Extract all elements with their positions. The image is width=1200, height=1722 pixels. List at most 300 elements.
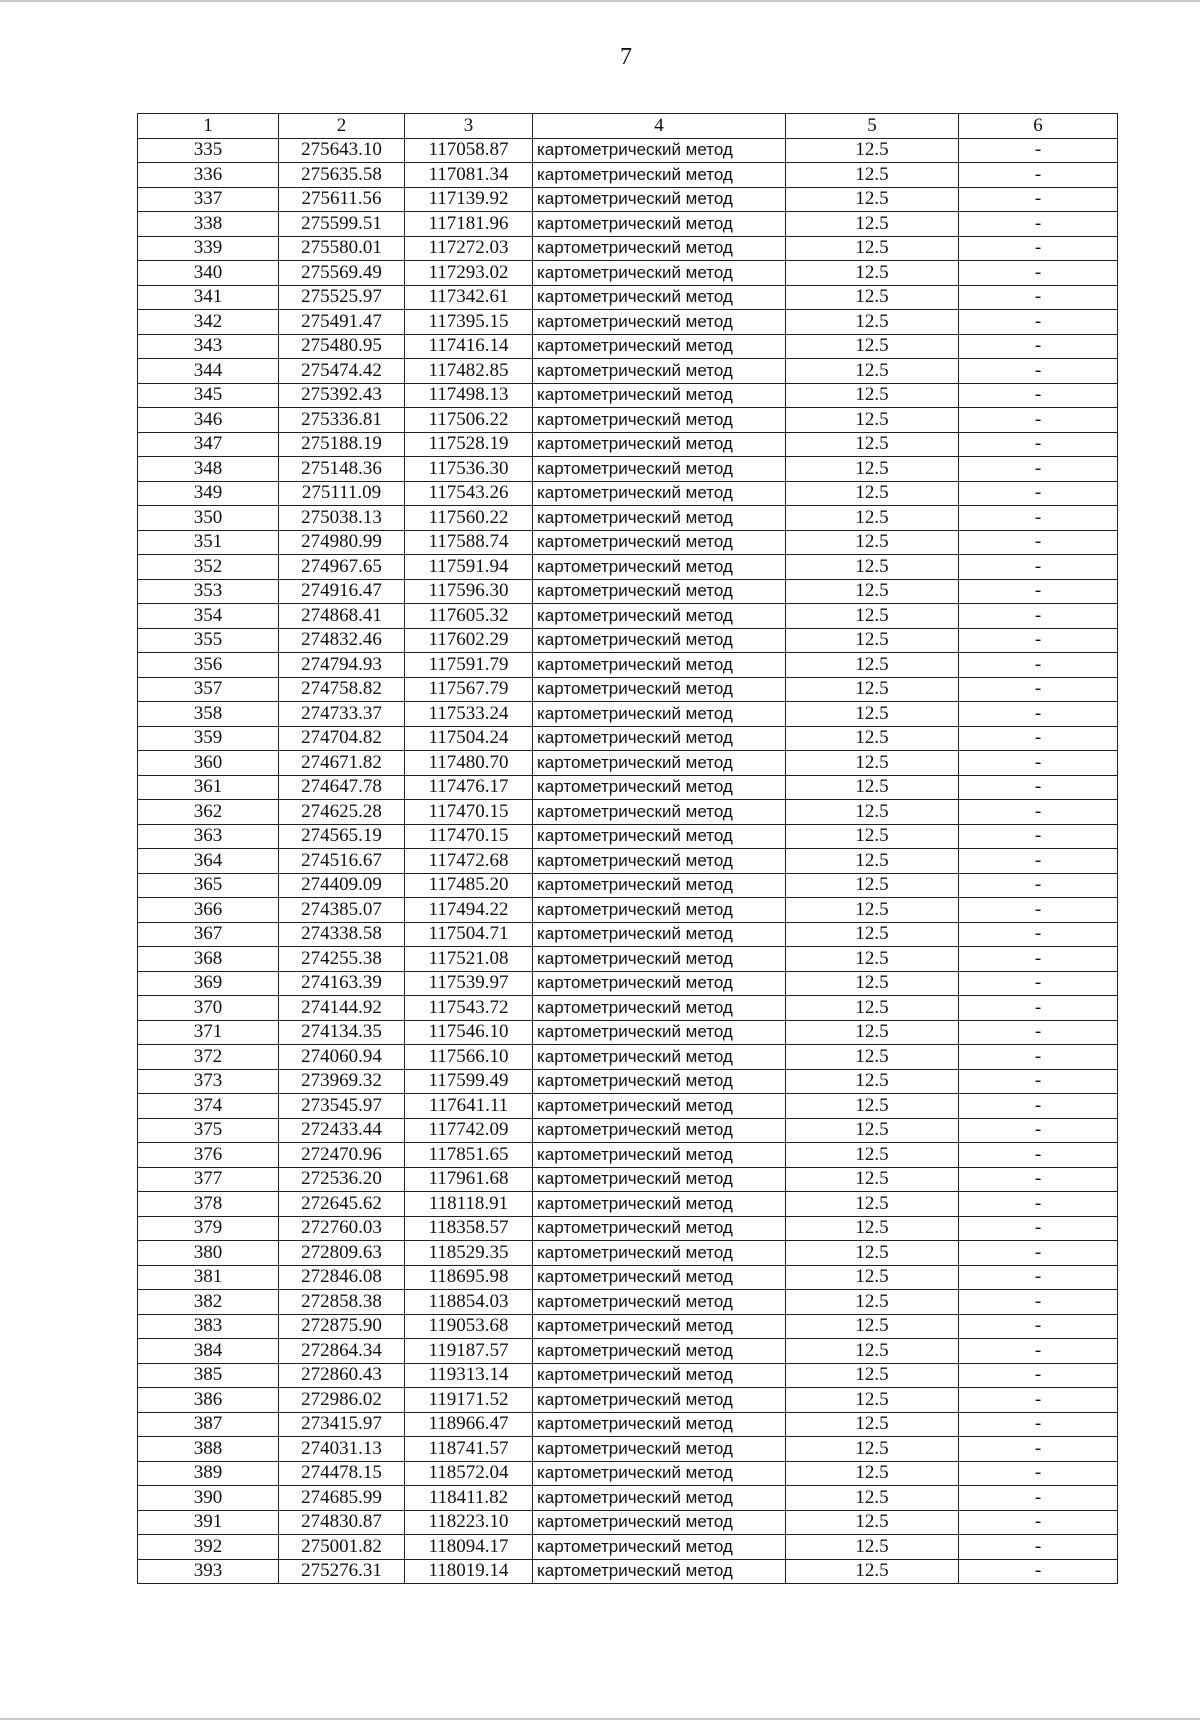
x-coordinate-cell: 275599.51 [279,212,405,237]
description-cell: - [959,873,1118,898]
x-coordinate-cell: 272986.02 [279,1388,405,1413]
x-coordinate-cell: 274134.35 [279,1020,405,1045]
point-number-cell: 385 [138,1363,279,1388]
point-number-cell: 344 [138,359,279,384]
table-row [138,530,1118,555]
method-cell: картометрический метод [533,530,786,555]
y-coordinate-cell: 117395.15 [405,310,533,335]
point-number-cell: 341 [138,285,279,310]
method-cell: картометрический метод [533,1290,786,1315]
y-coordinate-cell: 117472.68 [405,849,533,874]
table-row [138,432,1118,457]
description-cell: - [959,1461,1118,1486]
x-coordinate-cell: 274647.78 [279,775,405,800]
description-cell: - [959,481,1118,506]
accuracy-cell: 12.5 [786,1192,959,1217]
page-number: 7 [620,44,632,70]
accuracy-cell: 12.5 [786,1388,959,1413]
method-cell: картометрический метод [533,1118,786,1143]
point-number-cell: 388 [138,1437,279,1462]
x-coordinate-cell: 274516.67 [279,849,405,874]
y-coordinate-cell: 117560.22 [405,506,533,531]
accuracy-cell: 12.5 [786,898,959,923]
description-cell: - [959,187,1118,212]
x-coordinate-cell: 274338.58 [279,922,405,947]
x-coordinate-cell: 274385.07 [279,898,405,923]
x-coordinate-cell: 275635.58 [279,163,405,188]
description-cell: - [959,1094,1118,1119]
method-cell: картометрический метод [533,1069,786,1094]
point-number-cell: 347 [138,432,279,457]
x-coordinate-cell: 272860.43 [279,1363,405,1388]
description-cell: - [959,1412,1118,1437]
method-cell: картометрический метод [533,996,786,1021]
x-coordinate-cell: 272433.44 [279,1118,405,1143]
y-coordinate-cell: 118854.03 [405,1290,533,1315]
method-cell: картометрический метод [533,922,786,947]
table-row [138,1143,1118,1168]
y-coordinate-cell: 117546.10 [405,1020,533,1045]
x-coordinate-cell: 272864.34 [279,1339,405,1364]
y-coordinate-cell: 117482.85 [405,359,533,384]
y-coordinate-cell: 117539.97 [405,971,533,996]
accuracy-cell: 12.5 [786,628,959,653]
description-cell: - [959,530,1118,555]
accuracy-cell: 12.5 [786,1363,959,1388]
y-coordinate-cell: 118411.82 [405,1486,533,1511]
y-coordinate-cell: 117591.94 [405,555,533,580]
method-cell: картометрический метод [533,604,786,629]
table-row [138,1118,1118,1143]
method-cell: картометрический метод [533,1363,786,1388]
y-coordinate-cell: 117605.32 [405,604,533,629]
table-row [138,138,1118,163]
point-number-cell: 352 [138,555,279,580]
y-coordinate-cell: 117742.09 [405,1118,533,1143]
y-coordinate-cell: 119187.57 [405,1339,533,1364]
x-coordinate-cell: 275480.95 [279,334,405,359]
description-cell: - [959,1388,1118,1413]
point-number-cell: 358 [138,702,279,727]
description-cell: - [959,996,1118,1021]
description-cell: - [959,310,1118,335]
point-number-cell: 380 [138,1241,279,1266]
x-coordinate-cell: 272858.38 [279,1290,405,1315]
accuracy-cell: 12.5 [786,1559,959,1584]
x-coordinate-cell: 274868.41 [279,604,405,629]
description-cell: - [959,1339,1118,1364]
accuracy-cell: 12.5 [786,824,959,849]
y-coordinate-cell: 117528.19 [405,432,533,457]
y-coordinate-cell: 117599.49 [405,1069,533,1094]
y-coordinate-cell: 117293.02 [405,261,533,286]
table-row [138,579,1118,604]
point-number-cell: 375 [138,1118,279,1143]
accuracy-cell: 12.5 [786,873,959,898]
point-number-cell: 363 [138,824,279,849]
method-cell: картометрический метод [533,849,786,874]
accuracy-cell: 12.5 [786,1437,959,1462]
y-coordinate-cell: 118358.57 [405,1216,533,1241]
x-coordinate-cell: 274967.65 [279,555,405,580]
accuracy-cell: 12.5 [786,334,959,359]
y-coordinate-cell: 118966.47 [405,1412,533,1437]
y-coordinate-cell: 117543.26 [405,481,533,506]
point-number-cell: 353 [138,579,279,604]
x-coordinate-cell: 272846.08 [279,1265,405,1290]
table-row [138,1486,1118,1511]
description-cell: - [959,971,1118,996]
method-cell: картометрический метод [533,1559,786,1584]
description-cell: - [959,800,1118,825]
method-cell: картометрический метод [533,579,786,604]
point-number-cell: 367 [138,922,279,947]
description-cell: - [959,138,1118,163]
x-coordinate-cell: 275491.47 [279,310,405,335]
point-number-cell: 371 [138,1020,279,1045]
method-cell: картометрический метод [533,1535,786,1560]
x-coordinate-cell: 274685.99 [279,1486,405,1511]
x-coordinate-cell: 275569.49 [279,261,405,286]
header-col-4: 4 [533,114,786,139]
x-coordinate-cell: 275474.42 [279,359,405,384]
accuracy-cell: 12.5 [786,775,959,800]
point-number-cell: 339 [138,236,279,261]
y-coordinate-cell: 117342.61 [405,285,533,310]
method-cell: картометрический метод [533,775,786,800]
x-coordinate-cell: 275038.13 [279,506,405,531]
point-number-cell: 351 [138,530,279,555]
method-cell: картометрический метод [533,1461,786,1486]
y-coordinate-cell: 117567.79 [405,677,533,702]
description-cell: - [959,1535,1118,1560]
y-coordinate-cell: 119313.14 [405,1363,533,1388]
y-coordinate-cell: 117543.72 [405,996,533,1021]
table-row [138,898,1118,923]
accuracy-cell: 12.5 [786,285,959,310]
point-number-cell: 372 [138,1045,279,1070]
method-cell: картометрический метод [533,1020,786,1045]
accuracy-cell: 12.5 [786,261,959,286]
table-row [138,163,1118,188]
point-number-cell: 337 [138,187,279,212]
description-cell: - [959,1118,1118,1143]
accuracy-cell: 12.5 [786,187,959,212]
point-number-cell: 354 [138,604,279,629]
description-cell: - [959,922,1118,947]
method-cell: картометрический метод [533,555,786,580]
table-row [138,383,1118,408]
coordinates-table [137,113,1118,1584]
accuracy-cell: 12.5 [786,677,959,702]
table-row [138,334,1118,359]
table-row [138,1265,1118,1290]
table-row [138,1314,1118,1339]
x-coordinate-cell: 274163.39 [279,971,405,996]
x-coordinate-cell: 274916.47 [279,579,405,604]
description-cell: - [959,261,1118,286]
accuracy-cell: 12.5 [786,383,959,408]
y-coordinate-cell: 117588.74 [405,530,533,555]
y-coordinate-cell: 118741.57 [405,1437,533,1462]
point-number-cell: 390 [138,1486,279,1511]
accuracy-cell: 12.5 [786,1045,959,1070]
method-cell: картометрический метод [533,824,786,849]
accuracy-cell: 12.5 [786,310,959,335]
x-coordinate-cell: 275276.31 [279,1559,405,1584]
table-row [138,1094,1118,1119]
point-number-cell: 338 [138,212,279,237]
point-number-cell: 356 [138,653,279,678]
x-coordinate-cell: 274830.87 [279,1510,405,1535]
table-row [138,1339,1118,1364]
description-cell: - [959,1020,1118,1045]
table-row [138,1167,1118,1192]
description-cell: - [959,506,1118,531]
description-cell: - [959,898,1118,923]
y-coordinate-cell: 118019.14 [405,1559,533,1584]
method-cell: картометрический метод [533,506,786,531]
accuracy-cell: 12.5 [786,1412,959,1437]
table-row [138,726,1118,751]
accuracy-cell: 12.5 [786,1535,959,1560]
y-coordinate-cell: 117504.71 [405,922,533,947]
y-coordinate-cell: 117591.79 [405,653,533,678]
point-number-cell: 376 [138,1143,279,1168]
method-cell: картометрический метод [533,481,786,506]
x-coordinate-cell: 275111.09 [279,481,405,506]
table-row [138,1437,1118,1462]
accuracy-cell: 12.5 [786,1461,959,1486]
description-cell: - [959,359,1118,384]
accuracy-cell: 12.5 [786,947,959,972]
point-number-cell: 386 [138,1388,279,1413]
point-number-cell: 336 [138,163,279,188]
point-number-cell: 361 [138,775,279,800]
table-row [138,1535,1118,1560]
table-row [138,677,1118,702]
description-cell: - [959,555,1118,580]
y-coordinate-cell: 117533.24 [405,702,533,727]
x-coordinate-cell: 273545.97 [279,1094,405,1119]
accuracy-cell: 12.5 [786,604,959,629]
table-row [138,653,1118,678]
method-cell: картометрический метод [533,359,786,384]
header-col-3: 3 [405,114,533,139]
y-coordinate-cell: 117596.30 [405,579,533,604]
x-coordinate-cell: 275611.56 [279,187,405,212]
x-coordinate-cell: 274758.82 [279,677,405,702]
header-col-6: 6 [959,114,1118,139]
accuracy-cell: 12.5 [786,1265,959,1290]
method-cell: картометрический метод [533,163,786,188]
accuracy-cell: 12.5 [786,1069,959,1094]
x-coordinate-cell: 274409.09 [279,873,405,898]
accuracy-cell: 12.5 [786,457,959,482]
method-cell: картометрический метод [533,1094,786,1119]
method-cell: картометрический метод [533,873,786,898]
description-cell: - [959,1216,1118,1241]
x-coordinate-cell: 272536.20 [279,1167,405,1192]
table-row [138,1045,1118,1070]
table-row [138,1216,1118,1241]
x-coordinate-cell: 274144.92 [279,996,405,1021]
description-cell: - [959,457,1118,482]
method-cell: картометрический метод [533,236,786,261]
y-coordinate-cell: 117641.11 [405,1094,533,1119]
table-row [138,1412,1118,1437]
table-row [138,1290,1118,1315]
point-number-cell: 389 [138,1461,279,1486]
description-cell: - [959,432,1118,457]
point-number-cell: 383 [138,1314,279,1339]
x-coordinate-cell: 274704.82 [279,726,405,751]
point-number-cell: 360 [138,751,279,776]
y-coordinate-cell: 117494.22 [405,898,533,923]
method-cell: картометрический метод [533,457,786,482]
y-coordinate-cell: 117470.15 [405,824,533,849]
accuracy-cell: 12.5 [786,1510,959,1535]
accuracy-cell: 12.5 [786,751,959,776]
method-cell: картометрический метод [533,212,786,237]
table-row [138,824,1118,849]
point-number-cell: 369 [138,971,279,996]
point-number-cell: 343 [138,334,279,359]
description-cell: - [959,751,1118,776]
description-cell: - [959,677,1118,702]
point-number-cell: 382 [138,1290,279,1315]
table-row [138,947,1118,972]
table-row [138,506,1118,531]
method-cell: картометрический метод [533,653,786,678]
table-row [138,236,1118,261]
accuracy-cell: 12.5 [786,579,959,604]
method-cell: картометрический метод [533,751,786,776]
accuracy-cell: 12.5 [786,922,959,947]
scan-edge-top [0,0,1200,2]
y-coordinate-cell: 119053.68 [405,1314,533,1339]
description-cell: - [959,1486,1118,1511]
x-coordinate-cell: 275580.01 [279,236,405,261]
accuracy-cell: 12.5 [786,1486,959,1511]
table-row [138,922,1118,947]
table-row [138,873,1118,898]
method-cell: картометрический метод [533,1192,786,1217]
point-number-cell: 365 [138,873,279,898]
point-number-cell: 359 [138,726,279,751]
description-cell: - [959,1559,1118,1584]
x-coordinate-cell: 274565.19 [279,824,405,849]
point-number-cell: 393 [138,1559,279,1584]
point-number-cell: 384 [138,1339,279,1364]
y-coordinate-cell: 117961.68 [405,1167,533,1192]
accuracy-cell: 12.5 [786,1094,959,1119]
description-cell: - [959,1363,1118,1388]
point-number-cell: 387 [138,1412,279,1437]
accuracy-cell: 12.5 [786,1241,959,1266]
y-coordinate-cell: 118572.04 [405,1461,533,1486]
y-coordinate-cell: 118094.17 [405,1535,533,1560]
table-row [138,800,1118,825]
accuracy-cell: 12.5 [786,1143,959,1168]
table-row [138,457,1118,482]
point-number-cell: 370 [138,996,279,1021]
y-coordinate-cell: 117485.20 [405,873,533,898]
accuracy-cell: 12.5 [786,1167,959,1192]
y-coordinate-cell: 119171.52 [405,1388,533,1413]
y-coordinate-cell: 117602.29 [405,628,533,653]
description-cell: - [959,1167,1118,1192]
method-cell: картометрический метод [533,702,786,727]
description-cell: - [959,1069,1118,1094]
table-row [138,1510,1118,1535]
point-number-cell: 335 [138,138,279,163]
description-cell: - [959,1241,1118,1266]
accuracy-cell: 12.5 [786,653,959,678]
description-cell: - [959,1192,1118,1217]
accuracy-cell: 12.5 [786,702,959,727]
point-number-cell: 364 [138,849,279,874]
x-coordinate-cell: 274733.37 [279,702,405,727]
point-number-cell: 366 [138,898,279,923]
x-coordinate-cell: 275525.97 [279,285,405,310]
x-coordinate-cell: 274832.46 [279,628,405,653]
table-row [138,1241,1118,1266]
y-coordinate-cell: 117480.70 [405,751,533,776]
table-row [138,1192,1118,1217]
method-cell: картометрический метод [533,677,786,702]
point-number-cell: 355 [138,628,279,653]
y-coordinate-cell: 117498.13 [405,383,533,408]
y-coordinate-cell: 118529.35 [405,1241,533,1266]
point-number-cell: 346 [138,408,279,433]
method-cell: картометрический метод [533,334,786,359]
point-number-cell: 379 [138,1216,279,1241]
accuracy-cell: 12.5 [786,506,959,531]
description-cell: - [959,702,1118,727]
accuracy-cell: 12.5 [786,1216,959,1241]
method-cell: картометрический метод [533,971,786,996]
description-cell: - [959,1290,1118,1315]
accuracy-cell: 12.5 [786,212,959,237]
point-number-cell: 368 [138,947,279,972]
x-coordinate-cell: 275336.81 [279,408,405,433]
y-coordinate-cell: 117566.10 [405,1045,533,1070]
x-coordinate-cell: 274060.94 [279,1045,405,1070]
table-row [138,1388,1118,1413]
point-number-cell: 374 [138,1094,279,1119]
method-cell: картометрический метод [533,800,786,825]
description-cell: - [959,383,1118,408]
accuracy-cell: 12.5 [786,1118,959,1143]
x-coordinate-cell: 274625.28 [279,800,405,825]
point-number-cell: 362 [138,800,279,825]
accuracy-cell: 12.5 [786,555,959,580]
header-row [138,114,1118,139]
table-row [138,1461,1118,1486]
point-number-cell: 340 [138,261,279,286]
method-cell: картометрический метод [533,947,786,972]
accuracy-cell: 12.5 [786,726,959,751]
method-cell: картометрический метод [533,261,786,286]
table-row [138,628,1118,653]
y-coordinate-cell: 117536.30 [405,457,533,482]
x-coordinate-cell: 274671.82 [279,751,405,776]
description-cell: - [959,947,1118,972]
y-coordinate-cell: 117851.65 [405,1143,533,1168]
header-col-2: 2 [279,114,405,139]
x-coordinate-cell: 272760.03 [279,1216,405,1241]
